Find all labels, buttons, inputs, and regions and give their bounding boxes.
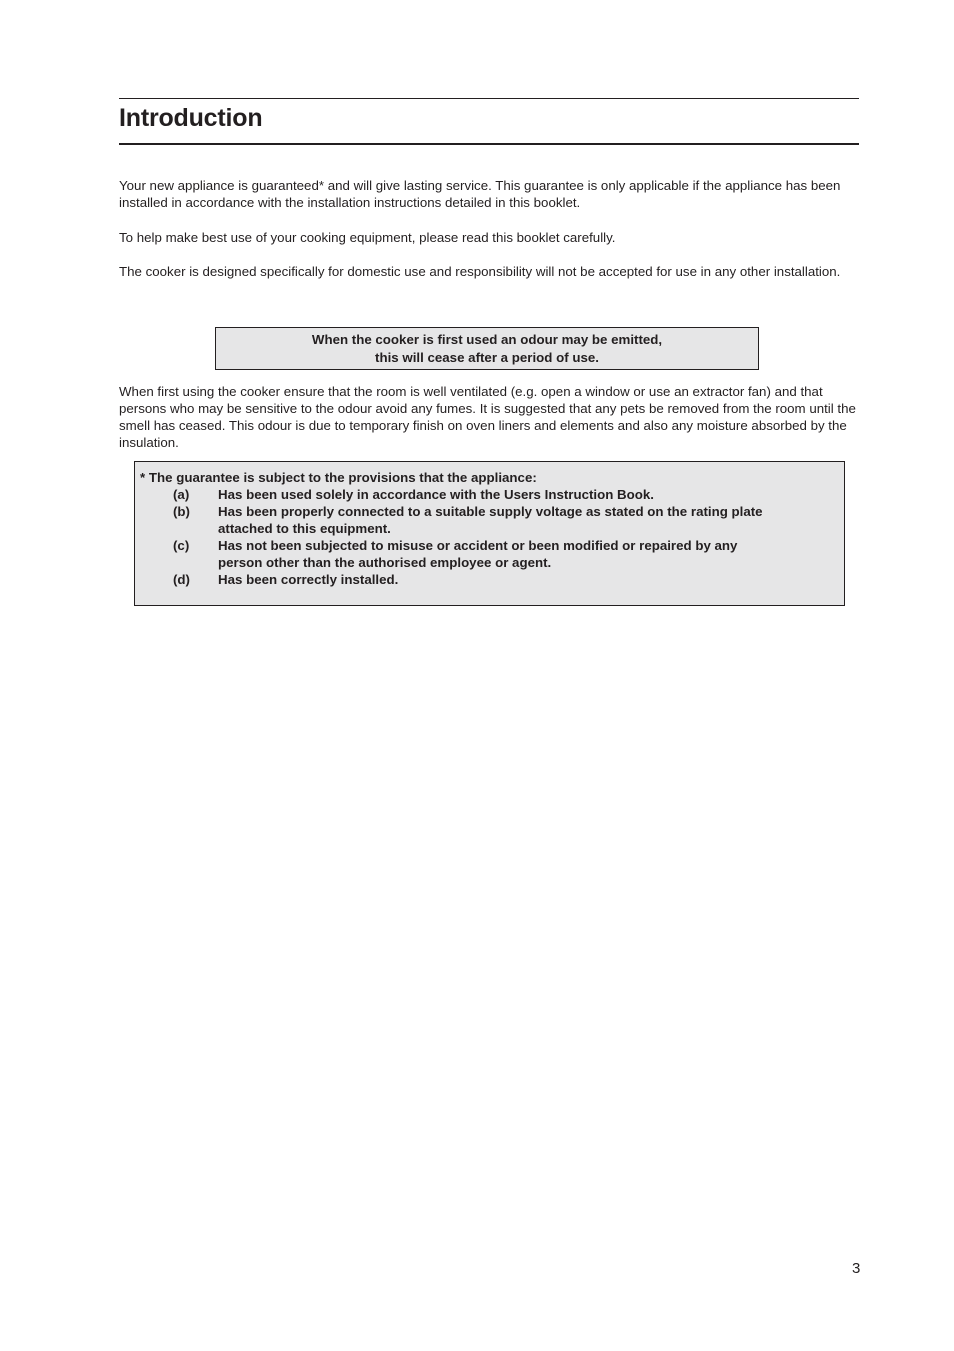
guarantee-item-a bbox=[140, 486, 844, 503]
guarantee-item-text: Has been correctly installed. bbox=[218, 572, 399, 587]
paragraph-guarantee-intro: Your new appliance is guaranteed* and will give lasting service. This guarantee is only applicable if the appliance has been installed in accordance with the installation instructions detailed in this booklet. bbox=[119, 178, 841, 210]
paragraph-ventilation: When first using the cooker ensure that the room is well ventilated (e.g. open a window or use an extractor fan) and that persons who may be sensitive to the odour avoid any fumes. It is suggested that any pets be removed from the room until the smell has ceased. This odour is due to temporary finish on oven liners and elements and also any moisture absorbed by the insulation. bbox=[119, 384, 856, 450]
guarantee-item-letter: (b) bbox=[173, 504, 190, 519]
title-bottom-rule bbox=[119, 143, 859, 145]
guarantee-item-b bbox=[140, 503, 844, 537]
guarantee-conditions-box bbox=[134, 461, 845, 606]
guarantee-heading: * The guarantee is subject to the provisions that the appliance: bbox=[140, 470, 537, 485]
guarantee-item-letter: (c) bbox=[173, 538, 190, 553]
odour-notice-line-2: this will cease after a period of use. bbox=[375, 350, 599, 365]
paragraph-read-booklet: To help make best use of your cooking equipment, please read this booklet carefully. bbox=[119, 230, 616, 245]
page-number: 3 bbox=[852, 1260, 861, 1277]
guarantee-item-text: Has not been subjected to misuse or accident or been modified or repaired by any person other than the authorised employee or agent. bbox=[218, 538, 738, 570]
paragraph-domestic-use: The cooker is designed specifically for domestic use and responsibility will not be accepted for use in any other installation. bbox=[119, 264, 841, 279]
guarantee-item-letter: (d) bbox=[173, 572, 190, 587]
guarantee-item-letter: (a) bbox=[173, 487, 190, 502]
odour-notice-box bbox=[215, 327, 759, 370]
guarantee-item-c bbox=[140, 537, 844, 571]
page-title: Introduction bbox=[119, 104, 263, 132]
odour-notice-line-1: When the cooker is first used an odour may be emitted, bbox=[311, 332, 663, 347]
guarantee-item-d bbox=[140, 571, 844, 588]
guarantee-item-text: Has been properly connected to a suitable supply voltage as stated on the rating plate attached to this equipment. bbox=[218, 504, 763, 536]
guarantee-item-text: Has been used solely in accordance with the Users Instruction Book. bbox=[218, 487, 654, 502]
title-top-rule bbox=[119, 98, 859, 99]
